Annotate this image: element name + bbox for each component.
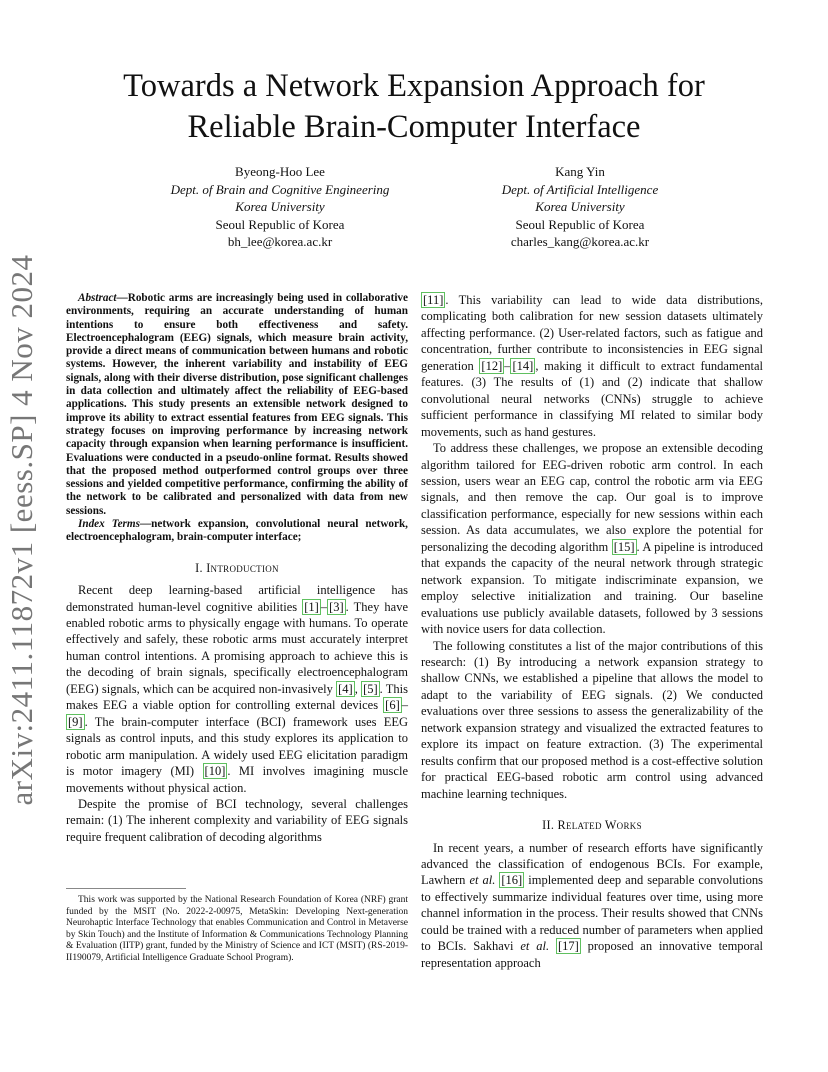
citation-link[interactable]: [1] [304,599,319,614]
section-heading-introduction: I. Introduction [195,560,279,575]
intro-paragraph-4: To address these challenges, we propose an extensible decoding algorithm tailored for EEG-driven robotic arm control. In each session, users wear an EEG cap, control the robotic arm via EEG signals, and then remove the cap. Our goal is to improve classification performance, especially for new sessions within each session. As data accumulates, we also explore the potential for personalizing the decoding algorithm [15] . A pipeline is introduced that expands the capacity of the neural network through strategic network expansion. To mitigate indiscriminate expansion, we employ selective initialization and training. Our baseline evaluations use publicly available datasets, followed by 3 sessions with novice users for data collection. [421,441,763,637]
footnote-rule [66,888,186,889]
author-dept: Dept. of Artificial Intelligence [501,181,659,197]
left-column [66,292,408,845]
intro-paragraph-5: The following constitutes a list of the major contributions of this research: (1) By introducing a network expansion strategy to shallow CNNs, we established a pipeline that allows the model to adapt to the variability of EEG signals. (2) We conducted evaluations over three sessions to assess the generalizability of the network expansion strategy and visualized the extracted features to explore its impact on feature extraction. (3) The experimental results confirm that our proposed method is a cost-effective solution for practical EEG-based robotic arm control using advanced machine learning techniques. [421,638,763,801]
intro-paragraph-1: Recent deep learning-based artificial intelligence has demonstrated human-level cognitive abilities [1] – [3] . They have enabled robotic arms to physically engage with humans. To operate effectively and safely, these robotic arms must accurately interpret human control intentions. A promising approach to achieve this is the decoding of brain signals, specifically electroencephalogram (EEG) signals, which can be acquired non-invasively [4] , [5] . This makes EEG a viable option for controlling external devices [6] –[9] . The brain-computer interface (BCI) framework uses EEG signals as control inputs, and this study explores its application to robotic arm manipulation. A widely used EEG elicitation paradigm is motor imagery (MI) [10] . MI involves imagining muscle movements without physical action. [66,583,409,795]
index-terms-lead: Index Terms [78,518,140,531]
citation-link[interactable]: [6] [385,698,400,713]
author-block-1 [130,163,430,251]
author-name: Kang Yin [555,164,605,179]
citation-link[interactable]: [16] [501,873,523,888]
abstract-text: —Robotic arms are increasingly being used in collaborative environments, requiring an accurate understanding of human intentions to ensure both effectiveness and safety. Electroencephalogram (EEG) signals, which measure brain activity, provide a direct means of communication between humans and robotic systems. However, the inherent variability and instability of EEG signals, along with their diverse distribution, pose significant challenges in data collection and ultimately affect the reliability of EEG-based applications. This study presents an extensible network designed to improve its ability to extract essential features from EEG signals. This strategy focuses on improving performance by increasing network capacity through expansion when learning performance is insufficient. Evaluations were conducted in a pseudo-online format. Results showed that the proposed method outperformed control groups over three sessions and yielded competitive performance, confirming the ability of the network to be calibrated and personalized with data from new sessions. [66,292,408,517]
author-place: Seoul Republic of Korea [515,216,645,232]
citation-link[interactable]: [9] [68,714,83,729]
author-block-2 [430,163,730,251]
author-email: bh_lee@korea.ac.kr [227,234,333,250]
author-dept: Dept. of Brain and Cognitive Engineering [170,181,390,197]
footnote [66,888,408,965]
intro-paragraph-2: Despite the promise of BCI technology, several challenges remain: (1) The inherent complexity and variability of EEG signals require frequent calibration of decoding algorithms [66,796,408,844]
citation-link[interactable]: [4] [338,681,353,696]
author-email: charles_kang@korea.ac.kr [510,234,650,250]
citation-link[interactable]: [12] [481,358,503,373]
citation-link[interactable]: [14] [512,358,534,373]
abstract [66,292,408,545]
title-line-1: Towards a Network Expansion Approach for [123,68,705,104]
citation-link[interactable]: [17] [557,939,579,954]
footnote-text: This work was supported by the National Research Foundation of Korea (NRF) grant funded by the MSIT (No. 2022-2-00975, MetaSkin: Developing Next-generation Neurohaptic Interface Technology that enables Communication and Control in Metaverse by Skin Touch) and the Institute of Information & Communications Technology Planning & Evaluation (IITP) grant, funded by the Ministry of Science and ICT (MSIT) (RS-2019-II190079, Artificial Intelligence Graduate School Program). [66,895,408,963]
author-name: Byeong-Hoo Lee [235,164,325,179]
right-column [421,292,763,971]
citation-link[interactable]: [5] [363,681,378,696]
abstract-lead: Abstract [78,292,117,304]
related-paragraph-1: In recent years, a number of research efforts have significantly advanced the classification of endogenous BCIs. For example, Lawhern et al. [16] implemented deep and separable convolutions to effectively summarize individual features over time, using more channel information in the process. Their results showed that CNNs could be trained with a reduced number of parameters when applied to BCIs. Sakhavi et al. [17] proposed an innovative temporal representation approach [421,840,764,970]
author-univ: Korea University [535,199,625,215]
citation-link[interactable]: [11] [423,293,444,307]
intro-paragraph-3: [11] . This variability can lead to wide data distributions, complicating both calibration for new session datasets ultimately affecting performance. (2) User-related factors, such as fatigue and concentration, further contribute to inconsistencies in EEG signal generation [12] – [14] , making it difficult to extract fundamental features. (3) The results of (1) and (2) indicate that shallow convolutional neural networks (CNNs) struggle to achieve sufficient performance in classifying MI related to similar body movements, such as hand gestures. [421,293,763,439]
title-line-2: Reliable Brain-Computer Interface [187,109,641,145]
citation-link[interactable]: [3] [329,599,344,614]
section-heading-related-works: II. Related Works [542,818,642,833]
author-univ: Korea University [235,199,325,215]
paper-title [60,66,768,148]
citation-link[interactable]: [15] [613,539,635,554]
citation-link[interactable]: [10] [204,764,226,779]
author-place: Seoul Republic of Korea [215,216,345,232]
index-terms-text: —network expansion, convolutional neural network, electroencephalogram, brain-computer interface; [66,518,408,544]
arxiv-sidebar-identifier: arXiv:2411.11872v1 [eess.SP] 4 Nov 2024 [4,254,39,806]
